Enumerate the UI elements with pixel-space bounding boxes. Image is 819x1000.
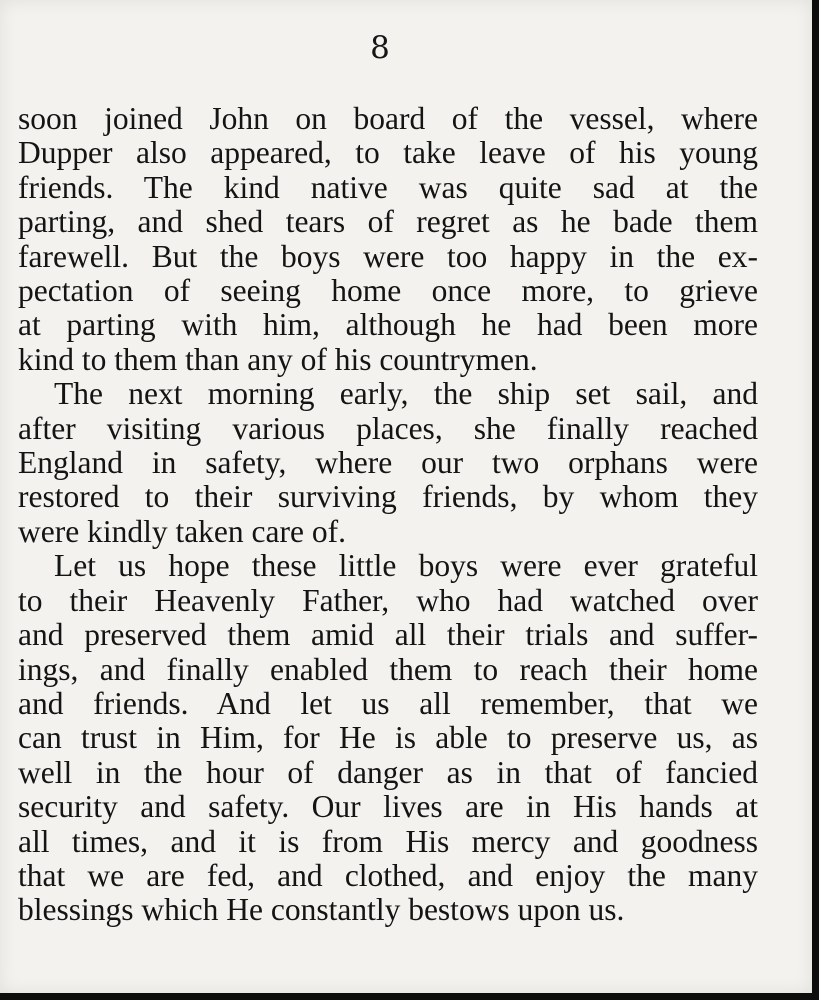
text-line: at parting with him, although he had been more <box>18 307 758 343</box>
text-line: that we are fed, and clothed, and enjoy the many <box>18 857 758 893</box>
text-line: after visiting various places, she finally reached <box>18 410 758 446</box>
text-line: farewell. But the boys were too happy in the ex- <box>18 238 758 274</box>
text-line: friends. The kind native was quite sad at the <box>18 169 758 205</box>
text-line: parting, and shed tears of regret as he bade them <box>18 204 758 240</box>
text-line: were kindly taken care of. <box>18 513 346 549</box>
page-number: 8 <box>370 30 390 66</box>
paragraph-start-line: The next morning early, the ship set sail, and <box>54 376 758 412</box>
paragraph-start-line: Let us hope these little boys were ever grateful <box>54 548 758 584</box>
text-line: well in the hour of danger as in that of fancied <box>18 754 758 790</box>
text-line: to their Heavenly Father, who had watched over <box>18 582 758 618</box>
body-text <box>18 102 758 928</box>
text-line: restored to their surviving friends, by whom they <box>18 479 758 515</box>
scan-edge-right <box>812 0 819 1000</box>
scan-edge-bottom <box>0 993 819 1000</box>
text-line: ings, and finally enabled them to reach their home <box>18 651 758 687</box>
text-line: Dupper also appeared, to take leave of his young <box>18 135 758 171</box>
text-line: and friends. And let us all remember, that we <box>18 685 758 721</box>
text-line: pectation of seeing home once more, to grieve <box>18 273 758 309</box>
text-line: blessings which He constantly bestows upon us. <box>18 892 625 928</box>
text-line: soon joined John on board of the vessel, where <box>18 101 758 136</box>
text-line: England in safety, where our two orphans were <box>18 445 758 481</box>
text-line: all times, and it is from His mercy and goodness <box>18 823 758 859</box>
text-line: and preserved them amid all their trials and suffer- <box>18 617 758 653</box>
text-line: can trust in Him, for He is able to preserve us, as <box>18 720 758 756</box>
text-line: kind to them than any of his countrymen. <box>18 341 538 377</box>
text-line: security and safety. Our lives are in His hands at <box>18 789 758 825</box>
